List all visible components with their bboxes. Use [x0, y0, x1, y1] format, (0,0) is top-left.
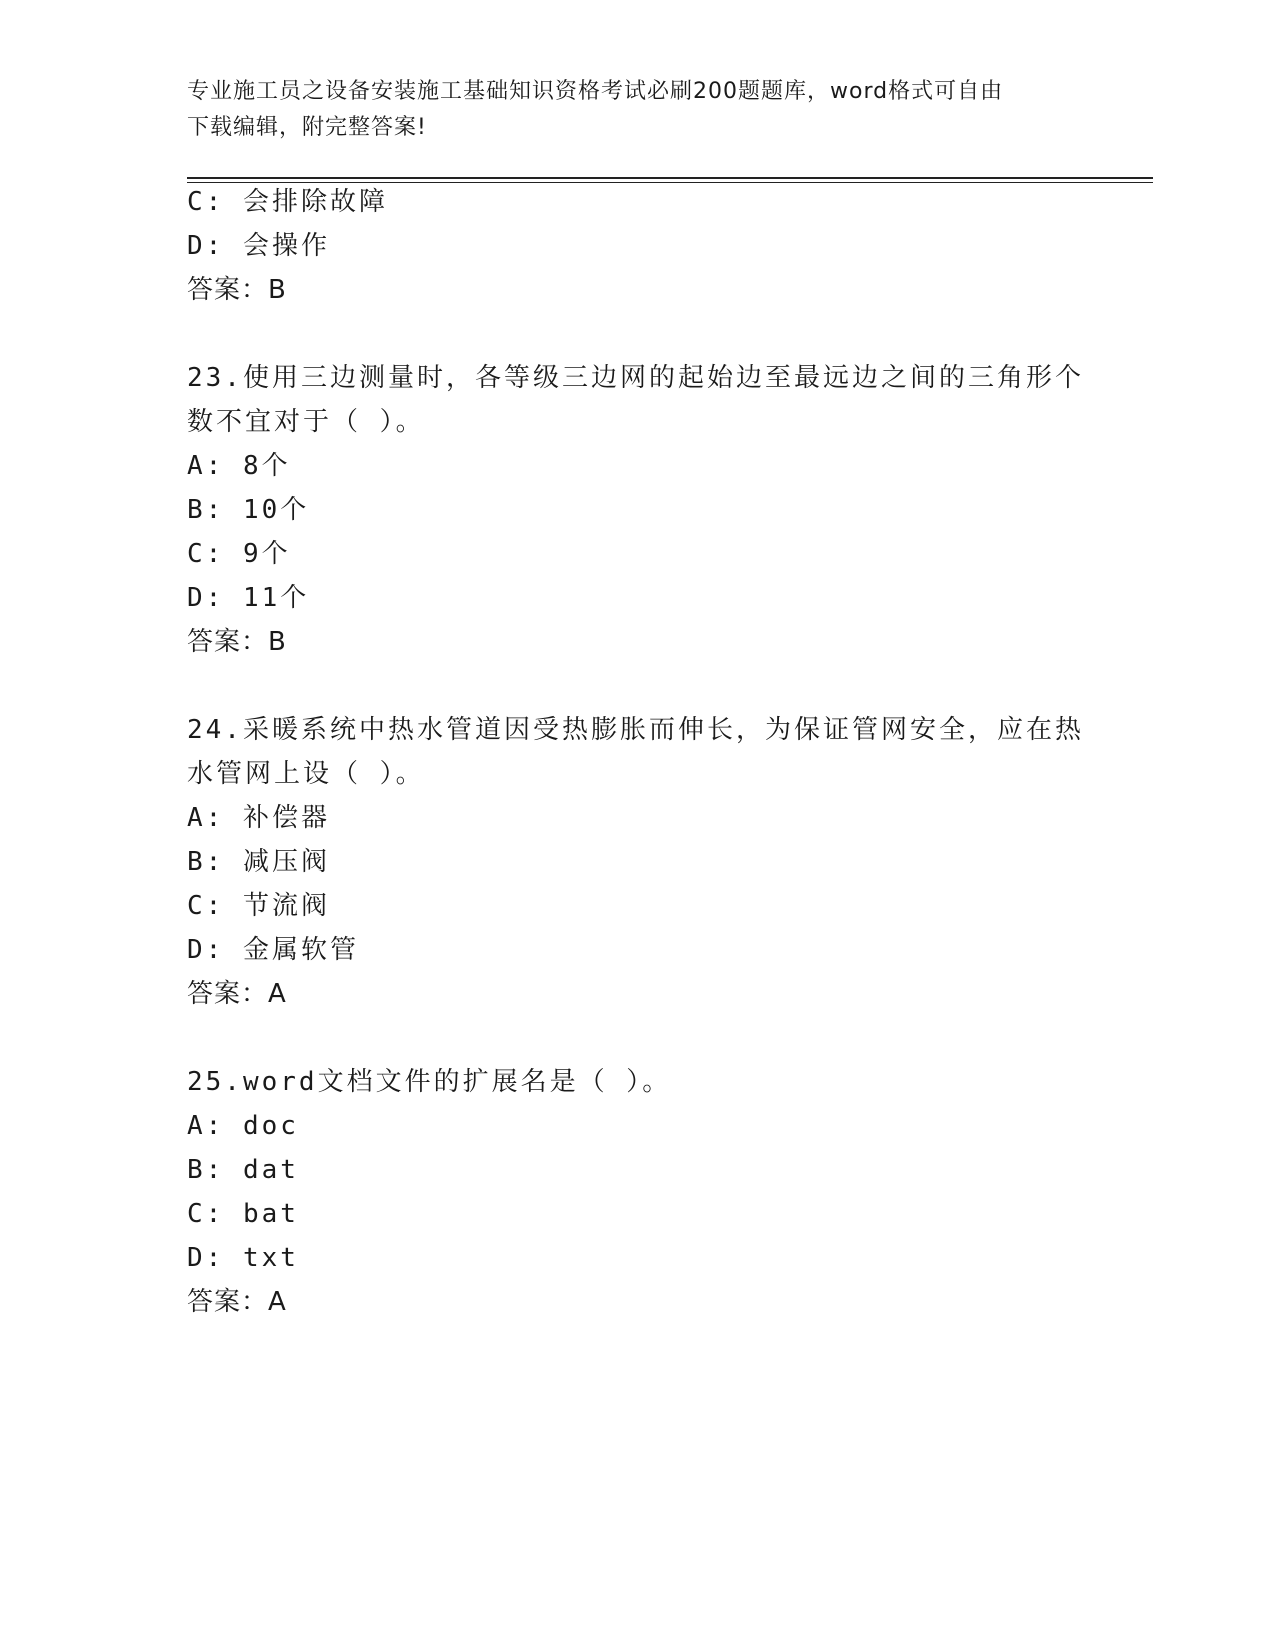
q23-answer: 答案：B [187, 627, 287, 657]
q24-text-line-1: 24.采暖系统中热水管道因受热膨胀而伸长，为保证管网安全，应在热 [187, 715, 1084, 745]
q25-option-b: B: dat [187, 1155, 299, 1185]
prev-option-d: D: 会操作 [187, 231, 330, 261]
q23-text-line-2: 数不宜对于（ ）。 [187, 407, 425, 437]
header-divider-thick [187, 177, 1153, 179]
header-divider-thin [187, 182, 1153, 183]
q24-answer: 答案：A [187, 979, 287, 1009]
q25-option-a: A: doc [187, 1111, 299, 1141]
q24-option-c: C: 节流阀 [187, 891, 330, 921]
q23-option-c: C: 9个 [187, 539, 291, 569]
q23-option-a: A: 8个 [187, 451, 291, 481]
q25-option-c: C: bat [187, 1199, 299, 1229]
q23-option-d: D: 11个 [187, 583, 310, 613]
q25-answer: 答案：A [187, 1287, 287, 1317]
q25-text-line-1: 25.word文档文件的扩展名是（ ）。 [187, 1067, 672, 1097]
q24-option-b: B: 减压阀 [187, 847, 330, 877]
prev-answer: 答案：B [187, 275, 287, 305]
prev-option-c: C: 会排除故障 [187, 187, 388, 217]
header-line-1: 专业施工员之设备安装施工基础知识资格考试必刷200题题库，word格式可自由 [187, 79, 1004, 104]
q24-option-a: A: 补偿器 [187, 803, 330, 833]
q24-text-line-2: 水管网上设（ ）。 [187, 759, 425, 789]
header-line-2: 下载编辑，附完整答案! [187, 115, 427, 140]
q25-option-d: D: txt [187, 1243, 299, 1273]
q23-option-b: B: 10个 [187, 495, 310, 525]
q24-option-d: D: 金属软管 [187, 935, 359, 965]
document-header [187, 74, 1067, 146]
q23-text-line-1: 23.使用三边测量时，各等级三边网的起始边至最远边之间的三角形个 [187, 363, 1084, 393]
